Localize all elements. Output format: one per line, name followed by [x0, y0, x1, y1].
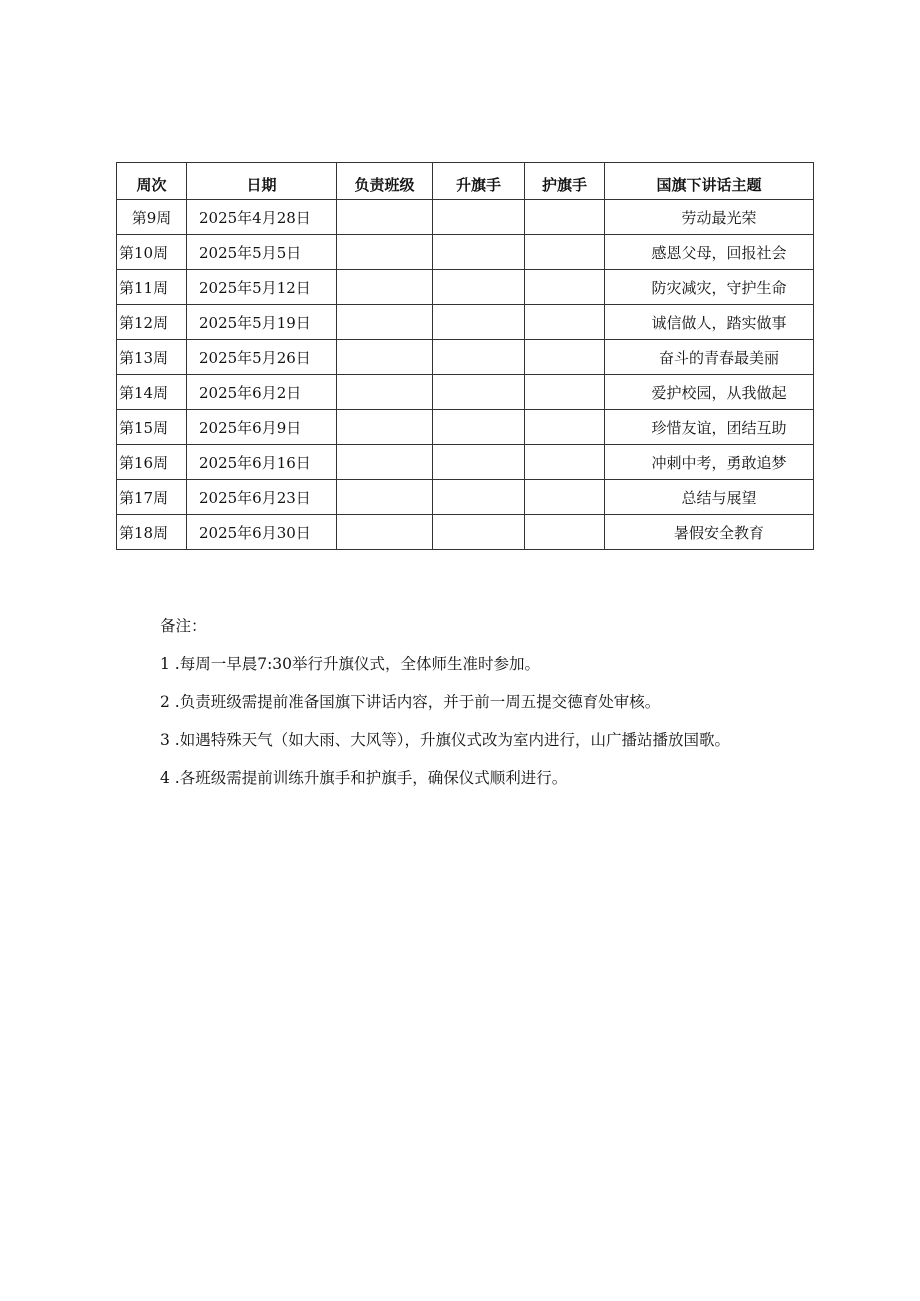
table-row — [117, 340, 814, 375]
class-cell — [337, 445, 433, 480]
flag-ceremony-schedule-table — [116, 162, 814, 550]
class-cell — [337, 410, 433, 445]
header-theme: 国旗下讲话主题 — [605, 163, 814, 200]
flag-raiser-cell — [433, 410, 525, 445]
date-cell: 2025年6月23日 — [187, 480, 337, 515]
flag-guard-cell — [525, 375, 605, 410]
flag-guard-cell — [525, 515, 605, 550]
date-cell: 2025年5月26日 — [187, 340, 337, 375]
flag-guard-cell — [525, 340, 605, 375]
flag-guard-cell — [525, 410, 605, 445]
flag-guard-cell — [525, 445, 605, 480]
theme-cell: 感恩父母，回报社会 — [605, 235, 814, 270]
header-flag-raiser: 升旗手 — [433, 163, 525, 200]
table-row — [117, 235, 814, 270]
flag-raiser-cell — [433, 445, 525, 480]
table-row — [117, 410, 814, 445]
theme-cell: 诚信做人，踏实做事 — [605, 305, 814, 340]
flag-guard-cell — [525, 270, 605, 305]
date-cell: 2025年6月9日 — [187, 410, 337, 445]
class-cell — [337, 375, 433, 410]
week-cell: 第13周 — [117, 340, 187, 375]
theme-cell: 劳动最光荣 — [605, 200, 814, 235]
theme-cell: 爱护校园，从我做起 — [605, 375, 814, 410]
theme-cell: 总结与展望 — [605, 480, 814, 515]
notes-title: 备注： — [160, 617, 207, 635]
theme-cell: 珍惜友谊，团结互助 — [605, 410, 814, 445]
note-item: 1 .每周一早晨7:30举行升旗仪式，全体师生准时参加。 — [160, 655, 541, 673]
date-cell: 2025年5月12日 — [187, 270, 337, 305]
flag-raiser-cell — [433, 270, 525, 305]
theme-cell: 防灾减灾，守护生命 — [605, 270, 814, 305]
table-row — [117, 375, 814, 410]
class-cell — [337, 480, 433, 515]
week-cell: 第16周 — [117, 445, 187, 480]
date-cell: 2025年6月30日 — [187, 515, 337, 550]
date-cell: 2025年6月2日 — [187, 375, 337, 410]
date-cell: 2025年5月5日 — [187, 235, 337, 270]
flag-raiser-cell — [433, 480, 525, 515]
table-row — [117, 200, 814, 235]
flag-guard-cell — [525, 480, 605, 515]
table-row — [117, 445, 814, 480]
flag-guard-cell — [525, 305, 605, 340]
class-cell — [337, 200, 433, 235]
flag-raiser-cell — [433, 340, 525, 375]
class-cell — [337, 270, 433, 305]
class-cell — [337, 515, 433, 550]
flag-guard-cell — [525, 235, 605, 270]
note-item: 3 .如遇特殊天气（如大雨、大风等），升旗仪式改为室内进行，山广播站播放国歌。 — [160, 731, 730, 749]
note-item: 2 .负责班级需提前准备国旗下讲话内容，并于前一周五提交德育处审核。 — [160, 693, 661, 711]
week-cell: 第17周 — [117, 480, 187, 515]
flag-guard-cell — [525, 200, 605, 235]
class-cell — [337, 340, 433, 375]
header-class: 负责班级 — [337, 163, 433, 200]
theme-cell: 暑假安全教育 — [605, 515, 814, 550]
table-row — [117, 515, 814, 550]
week-cell: 第10周 — [117, 235, 187, 270]
header-date: 日期 — [187, 163, 337, 200]
class-cell — [337, 235, 433, 270]
flag-raiser-cell — [433, 200, 525, 235]
theme-cell: 奋斗的青春最美丽 — [605, 340, 814, 375]
week-cell: 第11周 — [117, 270, 187, 305]
table-row — [117, 270, 814, 305]
note-item: 4 .各班级需提前训练升旗手和护旗手，确保仪式顺利进行。 — [160, 769, 568, 787]
week-cell: 第9周 — [117, 200, 187, 235]
week-cell: 第12周 — [117, 305, 187, 340]
week-cell: 第15周 — [117, 410, 187, 445]
theme-cell: 冲刺中考，勇敢追梦 — [605, 445, 814, 480]
class-cell — [337, 305, 433, 340]
date-cell: 2025年4月28日 — [187, 200, 337, 235]
date-cell: 2025年6月16日 — [187, 445, 337, 480]
flag-raiser-cell — [433, 235, 525, 270]
flag-raiser-cell — [433, 305, 525, 340]
week-cell: 第14周 — [117, 375, 187, 410]
flag-raiser-cell — [433, 375, 525, 410]
notes-section — [116, 607, 816, 797]
table-header-row — [117, 163, 814, 200]
header-week: 周次 — [117, 163, 187, 200]
week-cell: 第18周 — [117, 515, 187, 550]
flag-raiser-cell — [433, 515, 525, 550]
table-row — [117, 480, 814, 515]
header-flag-guard: 护旗手 — [525, 163, 605, 200]
date-cell: 2025年5月19日 — [187, 305, 337, 340]
table-row — [117, 305, 814, 340]
